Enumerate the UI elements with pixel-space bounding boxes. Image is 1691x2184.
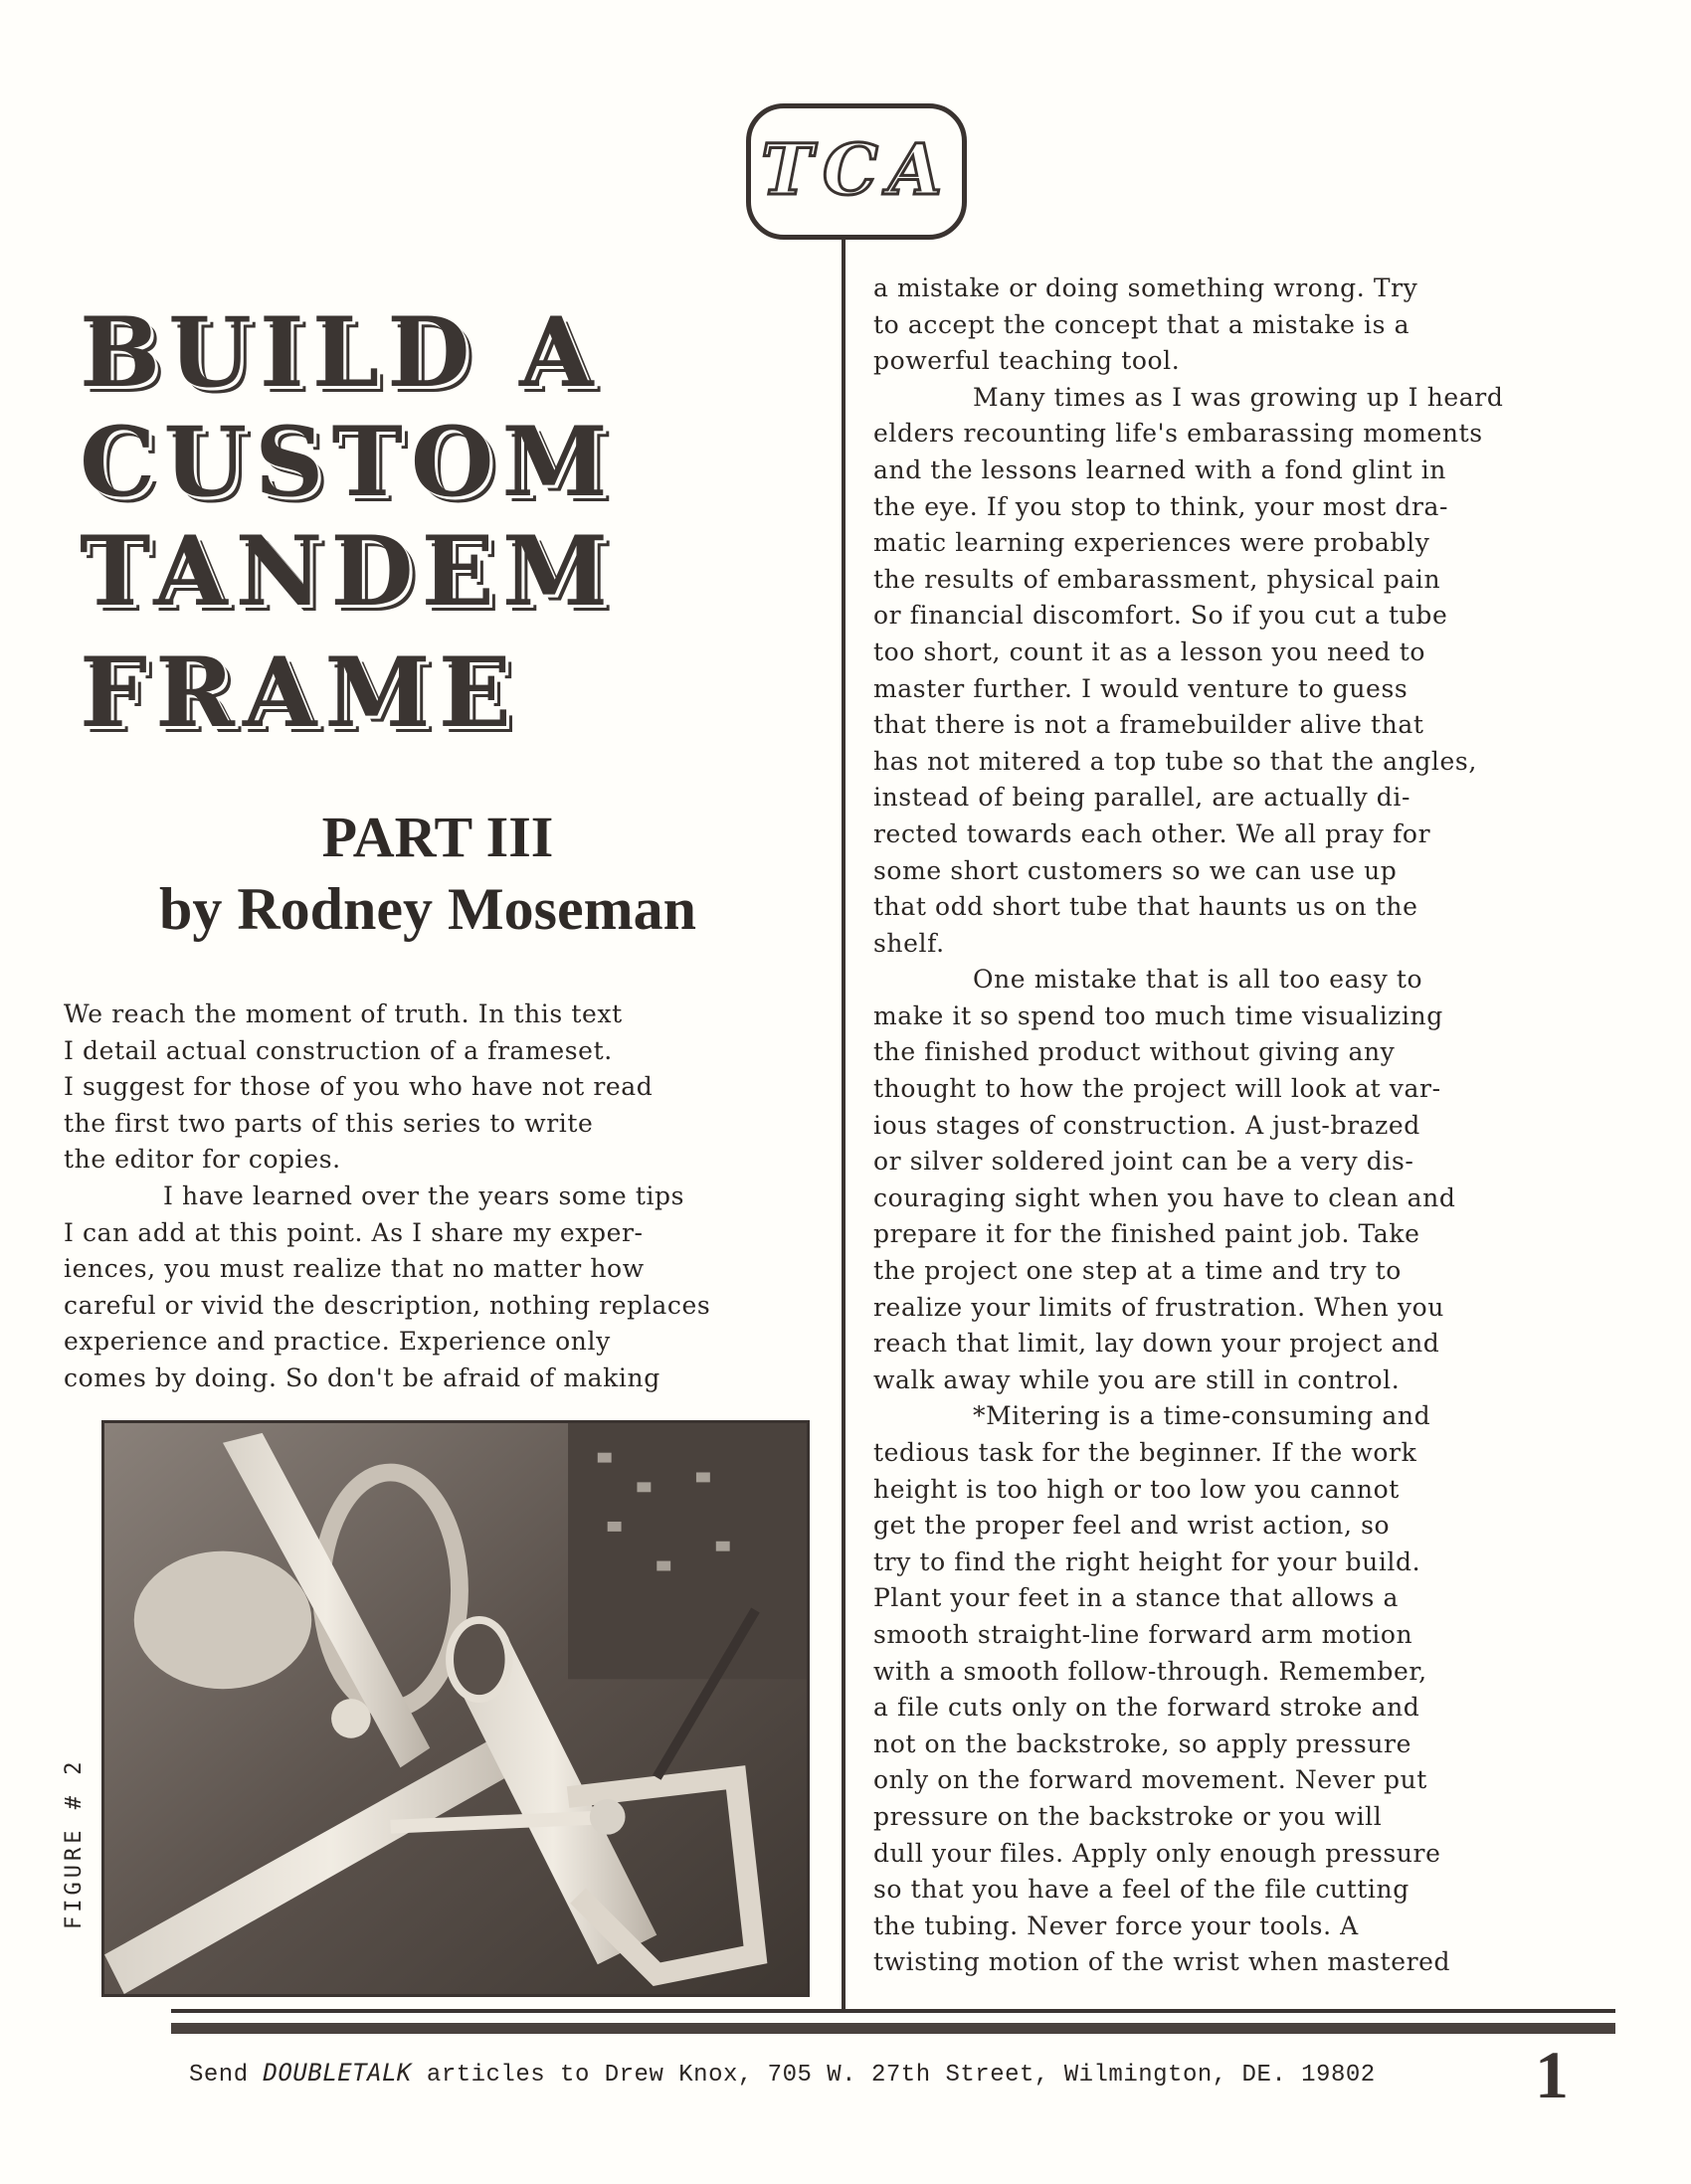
text-line: tedious task for the beginner. If the work (873, 1438, 1417, 1467)
text-line: or financial discomfort. So if you cut a tube (873, 601, 1448, 631)
text-line: too short, count it as a lesson you need to (873, 637, 1426, 666)
headline-line: BUILD A (80, 296, 602, 409)
footer-submission-note (189, 2059, 1376, 2089)
text-line: I detail actual construction of a frameset. (64, 1035, 613, 1065)
text-line: realize your limits of frustration. When you (873, 1292, 1444, 1322)
text-line: has not mitered a top tube so that the angles, (873, 746, 1477, 776)
text-line: I suggest for those of you who have not read (64, 1072, 654, 1102)
text-line: a file cuts only on the forward stroke and (873, 1693, 1420, 1723)
text-line: instead of being parallel, are actually di- (873, 783, 1411, 813)
text-line: with a smooth follow-through. Remember, (873, 1656, 1427, 1686)
part-number: PART III (321, 805, 554, 869)
text-line: Plant your feet in a stance that allows a (873, 1583, 1400, 1613)
text-line: the results of embarassment, physical pain (873, 564, 1441, 594)
tca-logo-text: TCA (760, 127, 953, 211)
text-line: so that you have a feel of the file cutting (873, 1875, 1409, 1905)
text-line: to accept the concept that a mistake is a (873, 309, 1410, 339)
text-line: matic learning experiences were probably (873, 528, 1430, 558)
text-line: prepare it for the finished paint job. Take (873, 1219, 1420, 1249)
text-line: a mistake or doing something wrong. Try (873, 273, 1418, 302)
text-line: the first two parts of this series to write (64, 1108, 594, 1138)
text-line: get the proper feel and wrist action, so (873, 1511, 1391, 1541)
text-line: careful or vivid the description, nothing replaces (64, 1290, 711, 1320)
text-line: try to find the right height for your build. (873, 1547, 1421, 1576)
text-line: We reach the moment of truth. In this text (64, 1000, 623, 1028)
text-line: rected towards each other. We all pray for (873, 819, 1431, 848)
text-line: make it so spend too much time visualizing (873, 1001, 1443, 1030)
headline-line: FRAME (80, 637, 519, 749)
text-line: I have learned over the years some tips (163, 1181, 685, 1210)
figure-photo (101, 1420, 810, 1997)
text-line: dull your files. Apply only enough pressure (873, 1838, 1441, 1868)
text-line: ious stages of construction. A just-brazed (873, 1110, 1420, 1140)
text-line: smooth straight-line forward arm motion (873, 1619, 1413, 1649)
text-line: some short customers so we can use up (873, 855, 1398, 885)
text-line: the tubing. Never force your tools. A (873, 1911, 1359, 1940)
text-line: thought to how the project will look at var- (873, 1074, 1441, 1104)
text-line: and the lessons learned with a fond glint in (873, 455, 1446, 484)
headline-line: TANDEM (80, 515, 617, 628)
text-line: the project one step at a time and try to (873, 1256, 1402, 1286)
text-line: I can add at this point. As I share my exper- (64, 1217, 644, 1247)
doubletalk-brand: DOUBLETALK (263, 2059, 413, 2087)
text-line: couraging sight when you have to clean and (873, 1183, 1456, 1212)
text-line: Many times as I was growing up I heard (973, 382, 1504, 412)
tca-logo (746, 103, 967, 240)
headline-line: CUSTOM (80, 406, 616, 518)
text-line: master further. I would venture to guess (873, 673, 1409, 703)
text-line: shelf. (873, 928, 945, 958)
frame-jig-photo (104, 1423, 807, 1994)
text-line: elders recounting life's embarassing moments (873, 419, 1483, 449)
text-line: that odd short tube that haunts us on the (873, 892, 1418, 922)
figure-caption: FIGURE # 2 (62, 1757, 87, 1929)
page-number: 1 (1535, 2037, 1569, 2112)
text-line: height is too high or too low you cannot (873, 1474, 1400, 1504)
text-line: that there is not a framebuilder alive that (873, 710, 1424, 740)
text-line: twisting motion of the wrist when mastered (873, 1947, 1451, 1977)
text-line: not on the backstroke, so apply pressure (873, 1729, 1411, 1758)
left-column-text (64, 997, 830, 1397)
text-line: comes by doing. So don't be afraid of making (64, 1363, 660, 1392)
text-line: only on the forward movement. Never put (873, 1765, 1427, 1795)
text-line: the finished product without giving any (873, 1037, 1396, 1067)
footer-prefix: Send (189, 2062, 264, 2089)
footer-rule-thin (171, 2009, 1615, 2013)
right-column-text (873, 271, 1649, 1981)
article-headline (80, 298, 776, 748)
text-line: pressure on the backstroke or you will (873, 1801, 1383, 1831)
text-line: experience and practice. Experience only (64, 1327, 611, 1357)
text-line: reach that limit, lay down your project and (873, 1329, 1440, 1359)
text-line: the eye. If you stop to think, your most dra- (873, 491, 1449, 521)
tca-logo-lettering (757, 112, 956, 232)
text-line: or silver soldered joint can be a very dis- (873, 1147, 1414, 1177)
text-line: walk away while you are still in control. (873, 1365, 1401, 1394)
byline: by Rodney Moseman (158, 876, 697, 942)
text-line: One mistake that is all too easy to (973, 965, 1423, 995)
text-line: *Mitering is a time-consuming and (973, 1401, 1431, 1431)
text-line: powerful teaching tool. (873, 346, 1181, 376)
column-divider (842, 239, 846, 2013)
text-line: the editor for copies. (64, 1145, 341, 1175)
footer-rule-thick (171, 2023, 1615, 2034)
footer-address: articles to Drew Knox, 705 W. 27th Street, Wilmington, DE. 19802 (412, 2062, 1376, 2089)
text-line: iences, you must realize that no matter how (64, 1254, 645, 1284)
